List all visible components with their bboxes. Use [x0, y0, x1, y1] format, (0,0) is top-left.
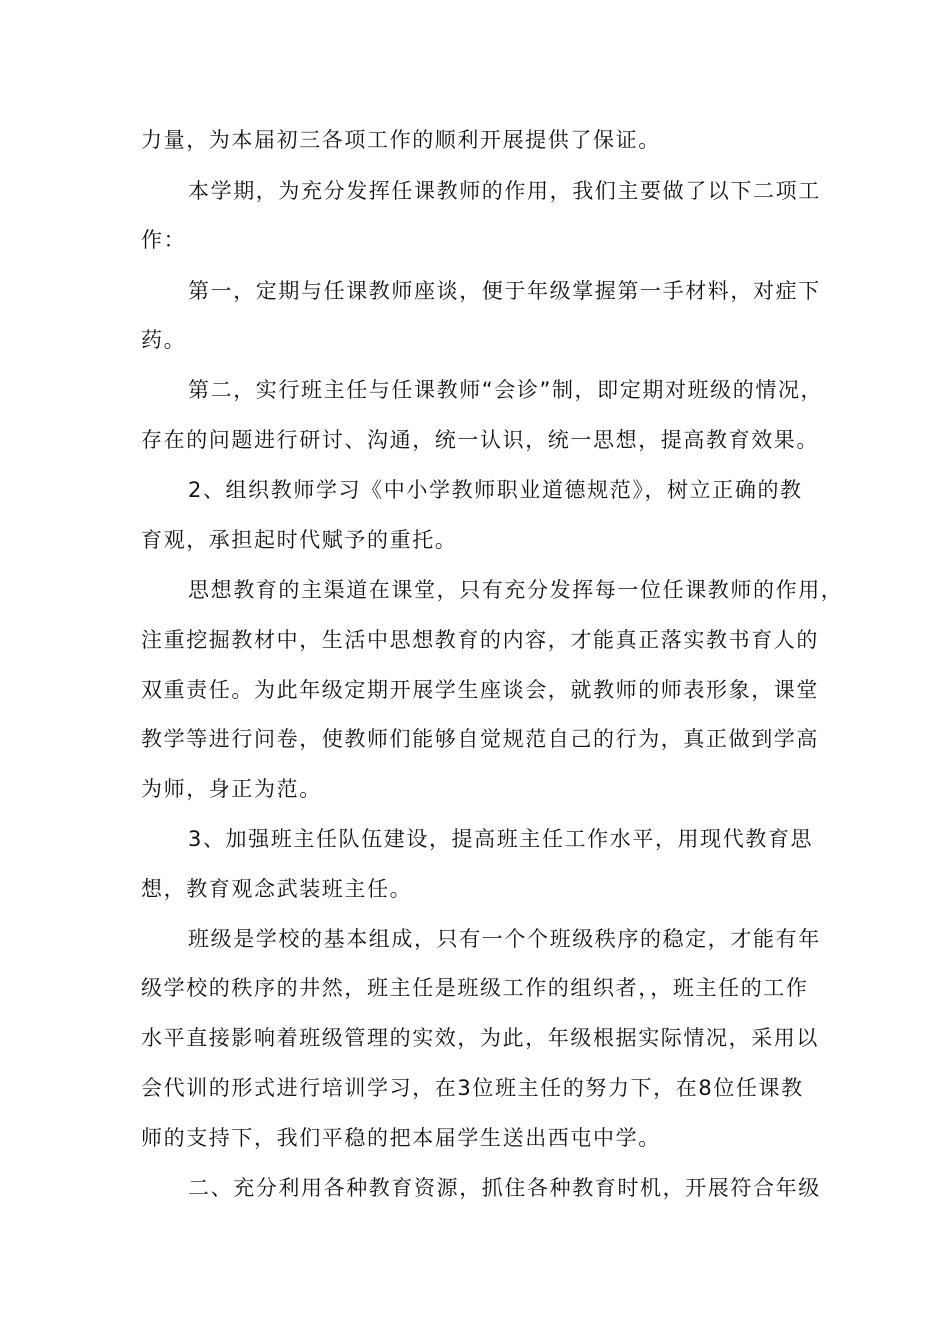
text-line-12: 双重责任。为此年级定期开展学生座谈会，就教师的师表形象，课堂: [141, 678, 819, 702]
text-line-18: 级学校的秩序的井然，班主任是班级工作的组织者，，班主任的工作: [141, 976, 809, 1000]
text-line-14: 为师，身正为范。: [141, 777, 322, 801]
text-line-20: 会代训的形式进行培训学习，在3位班主任的努力下，在8位任课教: [141, 1076, 804, 1100]
text-line-7: 存在的问题进行研讨、沟通，统一认识，统一思想，提高教育效果。: [141, 428, 819, 452]
text-line-2: 本学期，为充分发挥任课教师的作用，我们主要做了以下二项工: [188, 179, 821, 203]
text-line-19: 水平直接影响着班级管理的实效，为此，年级根据实际情况，采用以: [141, 1026, 819, 1050]
text-line-17: 班级是学校的基本组成，只有一个个班级秩序的稳定，才能有年: [188, 927, 821, 951]
text-line-6: 第二，实行班主任与任课教师“会诊”制，即定期对班级的情况，: [188, 378, 824, 402]
text-line-4: 第一，定期与任课教师座谈，便于年级掌握第一手材料，对症下: [188, 279, 821, 303]
text-line-21: 师的支持下，我们平稳的把本届学生送出西屯中学。: [141, 1126, 661, 1150]
text-line-15: 3、加强班主任队伍建设，提高班主任工作水平，用现代教育思: [188, 827, 814, 851]
text-line-10: 思想教育的主渠道在课堂，只有充分发挥每一位任课教师的作用，: [188, 578, 844, 602]
text-line-8: 2、组织教师学习《中小学教师职业道德规范》，树立正确的教: [188, 478, 803, 502]
text-line-16: 想，教育观念武装班主任。: [141, 877, 413, 901]
text-line-22: 二、充分利用各种教育资源，抓住各种教育时机，开展符合年级: [188, 1176, 821, 1200]
text-line-13: 教学等进行问卷，使教师们能够自觉规范自己的行为，真正做到学高: [141, 727, 819, 751]
text-line-9: 育观，承担起时代赋予的重托。: [141, 528, 458, 552]
text-line-1: 力量，为本届初三各项工作的顺利开展提供了保证。: [141, 128, 661, 152]
text-line-3: 作：: [141, 228, 187, 252]
text-line-5: 药。: [141, 328, 187, 352]
text-line-11: 注重挖掘教材中，生活中思想教育的内容，才能真正落实教书育人的: [141, 628, 819, 652]
